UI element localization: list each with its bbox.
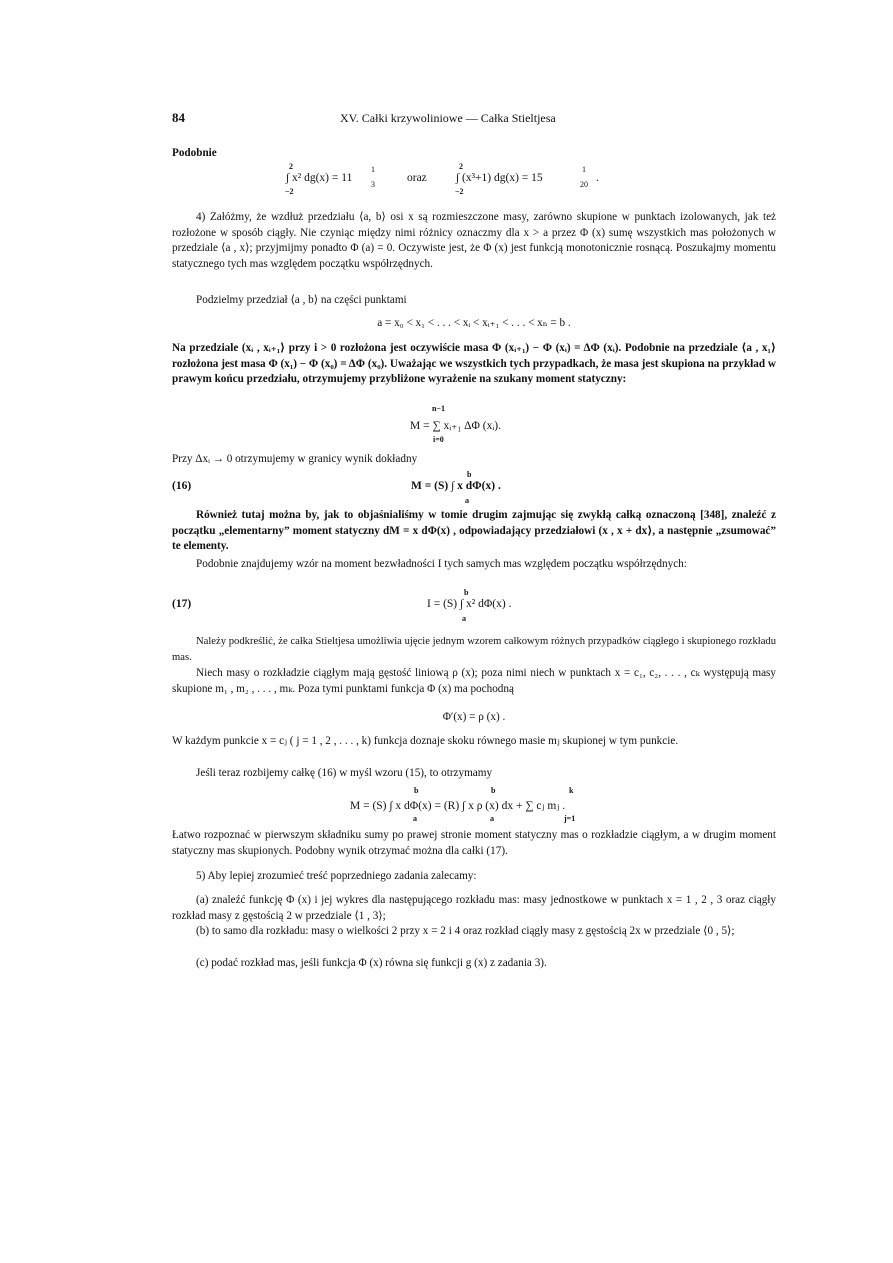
paragraph-na-przedziale: Na przedziale (xᵢ , xᵢ₊₁⟩ przy i > 0 rozłożona jest oczywiście masa Φ (xᵢ₊₁) − Φ (xᵢ) = ΔΦ (xᵢ). Podobnie na przedziale ⟨a , x₁⟩ rozłożona jest masa Φ (x₁) − Φ (x₀) = ΔΦ (x₀). Uważając we wszystkich tych przypadkach, że masa jest skupiona na przykład w prawym końcu przedziału, otrzymujemy przybliżone wyrażenie na szukany moment statyczny: bbox=[172, 342, 776, 385]
paragraph-5b: (b) to samo dla rozkładu: masy o wielkości 2 przy x = 2 i 4 oraz rozkład ciągły masy z gęstością 2x w przedziale ⟨0 , 5⟩; bbox=[196, 925, 735, 937]
paragraph-5c: (c) podać rozkład mas, jeśli funkcja Φ (x) równa się funkcji g (x) z zadania 3). bbox=[196, 957, 547, 969]
int1-upper: 2 bbox=[289, 162, 293, 171]
split-a1: a bbox=[413, 814, 417, 823]
eq16-number: (16) bbox=[172, 480, 192, 492]
split-a2: a bbox=[490, 814, 494, 823]
paragraph-rowniez: Również tutaj można by, jak to objaśnialiśmy w tomie drugim zajmując się zwykłą całką oznaczoną [348], znaleźć z początku „elementarny” moment statyczny dM = x dΦ(x) , odpowiadający przedziałowi (x , x + dx⟩, a następnie „zsumować” te elementy. bbox=[172, 509, 776, 552]
eq16-body: M = (S) ∫ x dΦ(x) . bbox=[411, 480, 501, 492]
sum-lower: i=0 bbox=[433, 435, 444, 444]
paragraph-problem-5: 5) Aby lepiej zrozumieć treść poprzedniego zadania zalecamy: bbox=[196, 870, 477, 882]
oraz-word: oraz bbox=[407, 172, 427, 184]
split-j1: j=1 bbox=[564, 814, 576, 823]
paragraph-problem-4: 4) Załóżmy, że wzdłuż przedziału ⟨a, b⟩ osi x są rozmieszczone masy, zarówno skupione w punktach izolowanych, jak też rozłożone w sposób ciągły. Nie czyniąc między nimi różnicy oznaczmy dla x > a przez Φ (x) sumę wszystkich mas położonych w przedziale ⟨a , x⟩; przyjmijmy ponadto Φ (a) = 0. Oczywiste jest, że Φ (x) jest funkcją monotonicznie rosnącą. Poszukajmy momentu statycznego tych mas względem początku współrzędnych. bbox=[172, 211, 776, 270]
eq17-upper: b bbox=[464, 588, 469, 597]
equation-partition: a = x₀ < x₁ < . . . < xᵢ < xᵢ₊₁ < . . . < xₙ = b . bbox=[377, 317, 571, 329]
eq17-body: I = (S) ∫ x² dΦ(x) . bbox=[427, 598, 512, 610]
paragraph-podzielmy: Podzielmy przedział ⟨a , b⟩ na części punktami bbox=[196, 294, 407, 306]
int2-upper: 2 bbox=[459, 162, 463, 171]
paragraph-przy: Przy Δxᵢ → 0 otrzymujemy w granicy wynik dokładny bbox=[172, 453, 418, 465]
paragraph-podobnie: Podobnie bbox=[172, 147, 217, 159]
int1-frac-den: 3 bbox=[371, 180, 375, 189]
sum-body: M = ∑ xᵢ₊₁ ΔΦ (xᵢ). bbox=[410, 420, 501, 432]
paragraph-nalezy: Należy podkreślić, że całka Stieltjesa umożliwia ujęcie jednym wzorem całkowym różnych przypadków ciągłego i skupionego rozkładu mas. bbox=[172, 636, 776, 663]
int1-frac-num: 1 bbox=[371, 165, 375, 174]
equation-derivative: Φ′(x) = ρ (x) . bbox=[442, 711, 506, 723]
eq17-lower: a bbox=[462, 614, 466, 623]
split-b2: b bbox=[491, 786, 496, 795]
int2-frac-den: 20 bbox=[580, 180, 588, 189]
paragraph-niech: Niech masy o rozkładzie ciągłym mają gęstość liniową ρ (x); poza nimi niech w punktach x = c₁, c₂, . . . , cₖ występują masy skupione m₁ , m₂ , . . . , mₖ. Poza tymi punktami funkcja Φ (x) ma pochodną bbox=[172, 667, 776, 695]
running-title: XV. Całki krzywoliniowe — Całka Stieltjesa bbox=[340, 111, 556, 125]
paragraph-w-kazdym: W każdym punkcie x = cⱼ ( j = 1 , 2 , . . . , k) funkcja doznaje skoku równego masie mⱼ skupionej w tym punkcie. bbox=[172, 735, 679, 747]
paragraph-latwo: Łatwo rozpoznać w pierwszym składniku sumy po prawej stronie moment statyczny mas o rozkładzie ciągłym, a w drugim moment statyczny mas skupionych. Podobny wynik otrzymać można dla całki (17). bbox=[172, 829, 776, 857]
paragraph-podobnie-2: Podobnie znajdujemy wzór na moment bezwładności I tych samych mas względem początku współrzędnych: bbox=[196, 558, 687, 570]
eq17-number: (17) bbox=[172, 598, 192, 610]
eq16-upper: b bbox=[467, 470, 472, 479]
int1-body: ∫ x² dg(x) = 11 bbox=[286, 172, 353, 184]
int-end: . bbox=[596, 172, 599, 184]
split-k: k bbox=[569, 786, 574, 795]
eq16-lower: a bbox=[465, 496, 469, 505]
paragraph-5a: (a) znaleźć funkcję Φ (x) i jej wykres dla następującego rozkładu mas: masy jednostkowe w punktach x = 1 , 2 , 3 oraz ciągły rozkład masy z gęstością 2 w przedziale ⟨1 , 3⟩; bbox=[172, 894, 776, 922]
page-number: 84 bbox=[172, 110, 185, 125]
split-body: M = (S) ∫ x dΦ(x) = (R) ∫ x ρ (x) dx + ∑ cⱼ mⱼ . bbox=[350, 800, 566, 812]
int2-body: ∫ (x³+1) dg(x) = 15 bbox=[456, 172, 543, 184]
int1-lower: −2 bbox=[285, 187, 294, 196]
paragraph-jesli: Jeśli teraz rozbijemy całkę (16) w myśl wzoru (15), to otrzymamy bbox=[196, 767, 493, 779]
split-b1: b bbox=[414, 786, 419, 795]
sum-upper: n−1 bbox=[432, 404, 446, 413]
int2-frac-num: 1 bbox=[582, 165, 586, 174]
int2-lower: −2 bbox=[455, 187, 464, 196]
